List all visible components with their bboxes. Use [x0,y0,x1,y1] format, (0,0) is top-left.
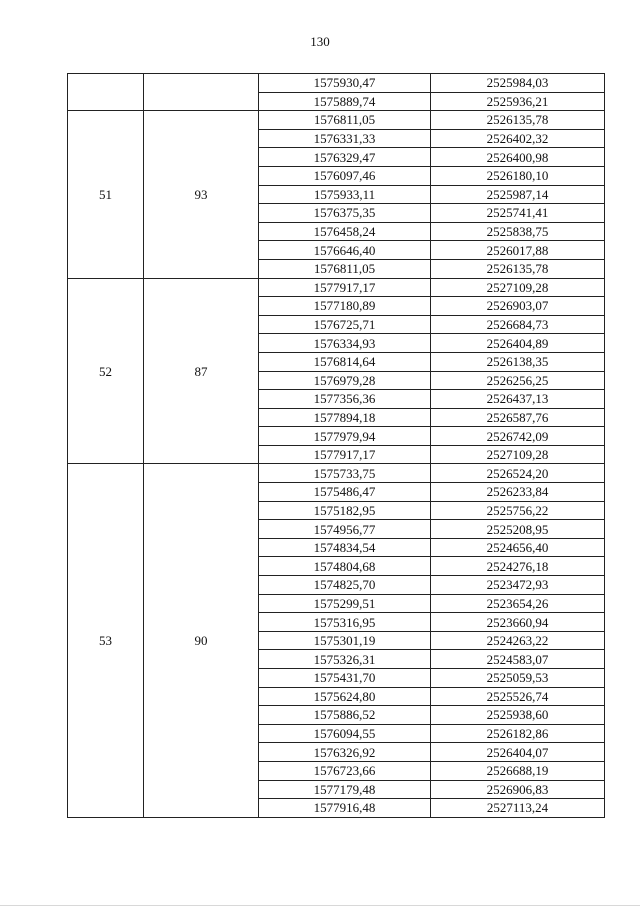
y-coordinate-cell: 2526688,19 [431,761,605,780]
y-coordinate-cell: 2523660,94 [431,613,605,632]
x-coordinate-cell: 1577356,36 [259,390,431,409]
x-coordinate-cell: 1576811,05 [259,259,431,278]
x-coordinate-cell: 1576375,35 [259,204,431,223]
y-coordinate-cell: 2525756,22 [431,501,605,520]
x-coordinate-cell: 1577917,17 [259,278,431,297]
plot-area-cell [144,74,259,111]
y-coordinate-cell: 2527113,24 [431,799,605,818]
y-coordinate-cell: 2526437,13 [431,390,605,409]
coordinates-table [67,73,605,818]
x-coordinate-cell: 1575182,95 [259,501,431,520]
y-coordinate-cell: 2527109,28 [431,445,605,464]
table-row [68,111,605,130]
x-coordinate-cell: 1574834,54 [259,538,431,557]
plot-area-cell: 90 [144,464,259,817]
y-coordinate-cell: 2526180,10 [431,166,605,185]
x-coordinate-cell: 1576334,93 [259,334,431,353]
x-coordinate-cell: 1575316,95 [259,613,431,632]
y-coordinate-cell: 2526402,32 [431,129,605,148]
y-coordinate-cell: 2525984,03 [431,74,605,93]
y-coordinate-cell: 2526906,83 [431,780,605,799]
x-coordinate-cell: 1575933,11 [259,185,431,204]
y-coordinate-cell: 2526404,07 [431,743,605,762]
x-coordinate-cell: 1576329,47 [259,148,431,167]
table-row [68,464,605,483]
x-coordinate-cell: 1575326,31 [259,650,431,669]
plot-number-cell: 52 [68,278,144,464]
x-coordinate-cell: 1575930,47 [259,74,431,93]
x-coordinate-cell: 1576811,05 [259,111,431,130]
y-coordinate-cell: 2524276,18 [431,557,605,576]
x-coordinate-cell: 1575301,19 [259,631,431,650]
y-coordinate-cell: 2525208,95 [431,520,605,539]
y-coordinate-cell: 2524656,40 [431,538,605,557]
x-coordinate-cell: 1576723,66 [259,761,431,780]
x-coordinate-cell: 1575624,80 [259,687,431,706]
x-coordinate-cell: 1575889,74 [259,92,431,111]
x-coordinate-cell: 1576458,24 [259,222,431,241]
x-coordinate-cell: 1576331,33 [259,129,431,148]
coordinates-table-body [68,74,605,818]
y-coordinate-cell: 2526404,89 [431,334,605,353]
y-coordinate-cell: 2526135,78 [431,111,605,130]
x-coordinate-cell: 1575886,52 [259,706,431,725]
table-row [68,278,605,297]
y-coordinate-cell: 2526742,09 [431,427,605,446]
x-coordinate-cell: 1575299,51 [259,594,431,613]
y-coordinate-cell: 2525059,53 [431,669,605,688]
y-coordinate-cell: 2523654,26 [431,594,605,613]
plot-area-cell: 93 [144,111,259,278]
x-coordinate-cell: 1574804,68 [259,557,431,576]
y-coordinate-cell: 2525526,74 [431,687,605,706]
x-coordinate-cell: 1574956,77 [259,520,431,539]
y-coordinate-cell: 2526587,76 [431,408,605,427]
y-coordinate-cell: 2526135,78 [431,259,605,278]
y-coordinate-cell: 2526256,25 [431,371,605,390]
x-coordinate-cell: 1575431,70 [259,669,431,688]
y-coordinate-cell: 2527109,28 [431,278,605,297]
x-coordinate-cell: 1577180,89 [259,297,431,316]
y-coordinate-cell: 2526400,98 [431,148,605,167]
x-coordinate-cell: 1574825,70 [259,576,431,595]
plot-number-cell: 53 [68,464,144,817]
x-coordinate-cell: 1576979,28 [259,371,431,390]
plot-number-cell: 51 [68,111,144,278]
y-coordinate-cell: 2525741,41 [431,204,605,223]
x-coordinate-cell: 1576326,92 [259,743,431,762]
y-coordinate-cell: 2525936,21 [431,92,605,111]
y-coordinate-cell: 2526017,88 [431,241,605,260]
y-coordinate-cell: 2526233,84 [431,483,605,502]
page-number: 130 [310,34,330,49]
x-coordinate-cell: 1575733,75 [259,464,431,483]
y-coordinate-cell: 2526138,35 [431,352,605,371]
y-coordinate-cell: 2524583,07 [431,650,605,669]
y-coordinate-cell: 2525987,14 [431,185,605,204]
y-coordinate-cell: 2525938,60 [431,706,605,725]
y-coordinate-cell: 2526684,73 [431,315,605,334]
y-coordinate-cell: 2524263,22 [431,631,605,650]
x-coordinate-cell: 1577179,48 [259,780,431,799]
x-coordinate-cell: 1576094,55 [259,724,431,743]
y-coordinate-cell: 2526182,86 [431,724,605,743]
x-coordinate-cell: 1577917,17 [259,445,431,464]
x-coordinate-cell: 1576814,64 [259,352,431,371]
x-coordinate-cell: 1575486,47 [259,483,431,502]
table-row [68,74,605,93]
x-coordinate-cell: 1577894,18 [259,408,431,427]
plot-number-cell [68,74,144,111]
y-coordinate-cell: 2526524,20 [431,464,605,483]
y-coordinate-cell: 2525838,75 [431,222,605,241]
page-bottom-rule [0,905,640,906]
x-coordinate-cell: 1577979,94 [259,427,431,446]
x-coordinate-cell: 1576725,71 [259,315,431,334]
x-coordinate-cell: 1576097,46 [259,166,431,185]
y-coordinate-cell: 2526903,07 [431,297,605,316]
x-coordinate-cell: 1577916,48 [259,799,431,818]
plot-area-cell: 87 [144,278,259,464]
y-coordinate-cell: 2523472,93 [431,576,605,595]
x-coordinate-cell: 1576646,40 [259,241,431,260]
